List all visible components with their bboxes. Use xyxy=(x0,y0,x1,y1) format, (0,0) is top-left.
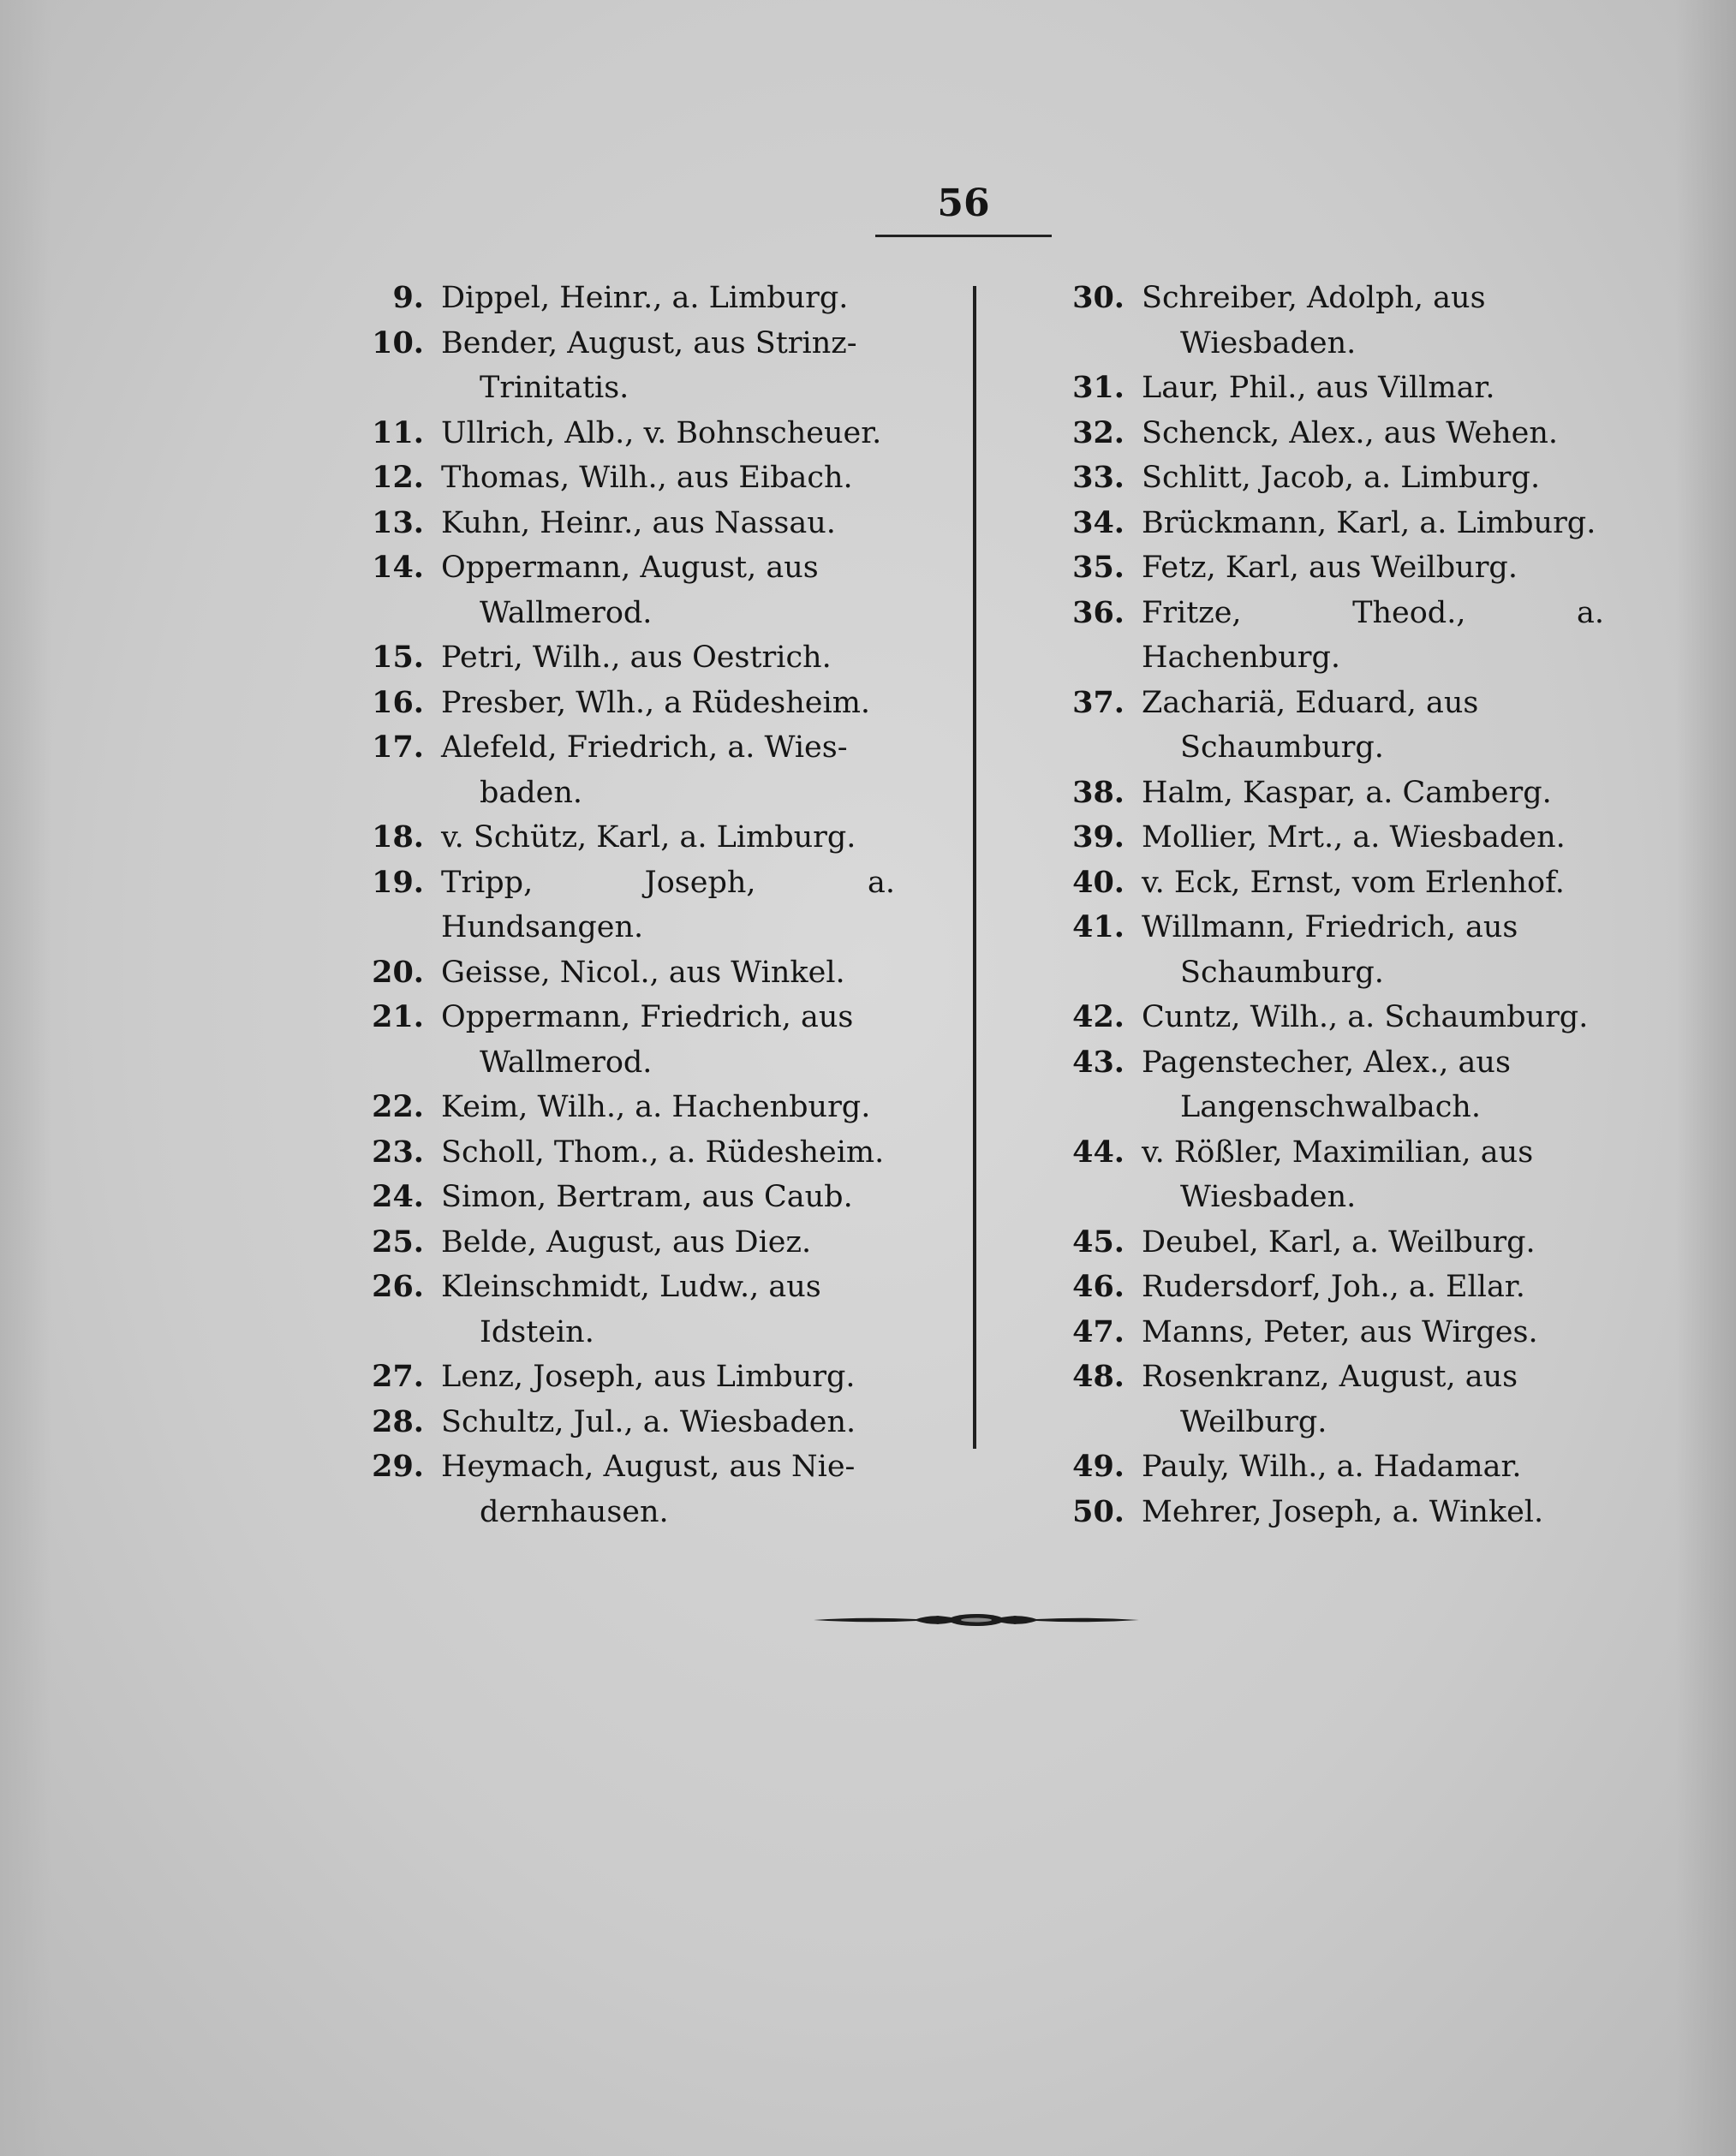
entry-number: 32. xyxy=(1072,414,1125,450)
entry-text: Geisse, Nicol., aus Winkel. xyxy=(441,955,845,990)
ornament-dot-left xyxy=(934,1616,942,1624)
list-entry xyxy=(338,1130,895,1176)
entry-number: 20. xyxy=(372,954,424,990)
entry-text: Willmann, Friedrich, aus xyxy=(1142,910,1518,944)
entry-text: Rosenkranz, August, aus xyxy=(1142,1360,1518,1394)
list-entry xyxy=(338,545,895,635)
entry-number: 22. xyxy=(372,1089,424,1124)
entry-text: Tripp, Joseph, a. Hundsangen. xyxy=(441,865,895,944)
entry-number: 38. xyxy=(1072,774,1125,810)
list-entry xyxy=(1039,1310,1604,1355)
entry-number: 14. xyxy=(372,550,424,585)
entry-text: Lenz, Joseph, aus Limburg. xyxy=(441,1360,856,1394)
entry-text-continuation: dernhausen. xyxy=(480,1494,669,1529)
entry-text: Pagenstecher, Alex., aus xyxy=(1142,1045,1511,1080)
entry-text: Brückmann, Karl, a. Limburg. xyxy=(1142,505,1596,540)
list-entry xyxy=(1039,681,1604,771)
entry-text: Schreiber, Adolph, aus xyxy=(1142,281,1486,315)
entry-number: 44. xyxy=(1072,1134,1125,1170)
entry-number: 19. xyxy=(372,864,424,900)
entry-number: 31. xyxy=(1072,370,1125,405)
entry-text: Laur, Phil., aus Villmar. xyxy=(1142,371,1495,405)
list-entry xyxy=(1039,771,1604,816)
entry-number: 13. xyxy=(372,504,424,540)
entry-text: Dippel, Heinr., a. Limburg. xyxy=(441,281,849,315)
list-entry xyxy=(1039,366,1604,411)
list-entry xyxy=(1039,1130,1604,1220)
entry-number: 42. xyxy=(1072,999,1125,1034)
entry-number: 37. xyxy=(1072,684,1125,720)
list-entry xyxy=(338,456,895,501)
entry-number: 34. xyxy=(1072,504,1125,540)
entry-text-continuation: Schaumburg. xyxy=(1180,955,1384,990)
entry-text: Simon, Bertram, aus Caub. xyxy=(441,1180,853,1214)
entry-number: 35. xyxy=(1072,550,1125,585)
entry-number: 26. xyxy=(372,1269,424,1304)
ornament-dot-right xyxy=(1011,1616,1019,1624)
entry-text: Schlitt, Jacob, a. Limburg. xyxy=(1142,461,1541,495)
list-entry xyxy=(338,861,895,950)
entry-text-continuation: baden. xyxy=(480,775,583,810)
ornament-center-highlight xyxy=(961,1618,992,1623)
list-entry xyxy=(338,501,895,546)
list-entry xyxy=(1039,1444,1604,1490)
entry-text: Deubel, Karl, a. Weilburg. xyxy=(1142,1224,1536,1260)
entry-number: 33. xyxy=(1072,460,1125,495)
entry-number: 17. xyxy=(372,730,424,765)
list-entry xyxy=(1039,1490,1604,1535)
entry-number: 41. xyxy=(1072,909,1125,944)
entry-text: Belde, August, aus Diez. xyxy=(441,1224,812,1260)
entry-text: Rudersdorf, Joh., a. Ellar. xyxy=(1142,1270,1525,1304)
entry-number: 18. xyxy=(372,819,424,855)
entry-number: 47. xyxy=(1072,1313,1125,1349)
list-entry xyxy=(1039,995,1604,1040)
entry-number: 36. xyxy=(1072,594,1125,630)
entry-number: 30. xyxy=(1072,280,1125,315)
list-entry xyxy=(1039,411,1604,456)
entry-text: Schultz, Jul., a. Wiesbaden. xyxy=(441,1404,856,1439)
list-entry xyxy=(338,995,895,1085)
entry-text: Halm, Kaspar, a. Camberg. xyxy=(1142,775,1552,810)
entry-number: 21. xyxy=(372,999,424,1034)
entry-text: Keim, Wilh., a. Hachenburg. xyxy=(441,1090,871,1124)
entry-number: 39. xyxy=(1072,819,1125,855)
list-entry xyxy=(338,1175,895,1220)
entry-number: 29. xyxy=(372,1449,424,1484)
list-entry xyxy=(338,635,895,681)
entry-text: Petri, Wilh., aus Oestrich. xyxy=(441,640,832,675)
left-column-list xyxy=(338,276,895,1534)
list-entry xyxy=(338,411,895,456)
entry-text: Mehrer, Joseph, a. Winkel. xyxy=(1142,1494,1544,1529)
entry-text-continuation: Wallmerod. xyxy=(480,595,653,630)
entry-text-continuation: Idstein. xyxy=(480,1314,594,1349)
entry-text: Oppermann, Friedrich, aus xyxy=(441,1000,854,1034)
list-entry xyxy=(338,1355,895,1400)
entry-text: Thomas, Wilh., aus Eibach. xyxy=(441,461,853,495)
entry-number: 24. xyxy=(372,1179,424,1214)
entry-number: 50. xyxy=(1072,1493,1125,1529)
list-entry xyxy=(338,1265,895,1355)
entry-number: 40. xyxy=(1072,864,1125,900)
entry-number: 23. xyxy=(372,1134,424,1170)
entry-text: Oppermann, August, aus xyxy=(441,551,819,585)
header-rule xyxy=(875,235,1052,237)
entry-number: 46. xyxy=(1072,1269,1125,1304)
entry-number: 27. xyxy=(372,1359,424,1394)
entry-text: Schenck, Alex., aus Wehen. xyxy=(1142,415,1558,450)
entry-text: Ullrich, Alb., v. Bohnscheuer. xyxy=(441,415,882,450)
entry-text: v. Eck, Ernst, vom Erlenhof. xyxy=(1142,865,1565,900)
list-entry xyxy=(1039,591,1604,681)
entry-number: 28. xyxy=(372,1403,424,1439)
entry-number: 16. xyxy=(372,684,424,720)
right-column-list xyxy=(1039,276,1604,1534)
list-entry xyxy=(1039,861,1604,906)
entry-text: Mollier, Mrt., a. Wiesbaden. xyxy=(1142,820,1566,855)
entry-text: Heymach, August, aus Nie- xyxy=(441,1450,856,1484)
entry-number: 10. xyxy=(372,325,424,360)
list-entry xyxy=(338,276,895,321)
entry-text: Bender, August, aus Strinz- xyxy=(441,325,857,360)
list-entry xyxy=(1039,1220,1604,1266)
list-entry xyxy=(338,815,895,861)
column-divider xyxy=(973,286,976,1449)
list-entry xyxy=(338,1400,895,1445)
entry-text: Zachariä, Eduard, aus xyxy=(1142,685,1479,720)
entry-text-continuation: Weilburg. xyxy=(1180,1404,1327,1439)
entry-text: Alefeld, Friedrich, a. Wies- xyxy=(441,730,848,765)
entry-text: Manns, Peter, aus Wirges. xyxy=(1142,1314,1538,1349)
page-number: 56 xyxy=(937,182,990,225)
entry-text: v. Schütz, Karl, a. Limburg. xyxy=(441,820,856,855)
entry-number: 45. xyxy=(1072,1224,1125,1260)
entry-number: 15. xyxy=(372,640,424,675)
entry-number: 11. xyxy=(372,414,424,450)
entry-number: 48. xyxy=(1072,1359,1125,1394)
list-entry xyxy=(1039,1355,1604,1444)
list-entry xyxy=(1039,815,1604,861)
entry-text: Scholl, Thom., a. Rüdesheim. xyxy=(441,1135,885,1170)
entry-text: Cuntz, Wilh., a. Schaumburg. xyxy=(1142,1000,1589,1034)
list-entry xyxy=(1039,1040,1604,1130)
entry-text: Kleinschmidt, Ludw., aus xyxy=(441,1270,821,1304)
list-entry xyxy=(338,321,895,411)
entry-text-continuation: Trinitatis. xyxy=(480,371,629,405)
list-entry xyxy=(1039,545,1604,591)
list-entry xyxy=(1039,501,1604,546)
entry-text: Pauly, Wilh., a. Hadamar. xyxy=(1142,1450,1522,1484)
entry-text: Kuhn, Heinr., aus Nassau. xyxy=(441,505,836,540)
list-entry xyxy=(338,1444,895,1534)
list-entry xyxy=(1039,456,1604,501)
entry-number: 9. xyxy=(392,280,424,315)
list-entry xyxy=(1039,276,1604,366)
entry-text-continuation: Wiesbaden. xyxy=(1180,325,1357,360)
list-entry xyxy=(338,1085,895,1130)
list-entry xyxy=(338,681,895,726)
list-entry xyxy=(1039,1265,1604,1310)
entry-text: v. Rößler, Maximilian, aus xyxy=(1142,1135,1534,1170)
entry-number: 12. xyxy=(372,460,424,495)
list-entry xyxy=(338,725,895,815)
entry-text-continuation: Wiesbaden. xyxy=(1180,1180,1357,1214)
entry-number: 25. xyxy=(372,1224,424,1260)
ornament-divider xyxy=(814,1603,1139,1637)
list-entry xyxy=(338,950,895,996)
entry-text: Presber, Wlh., a Rüdesheim. xyxy=(441,685,871,720)
list-entry xyxy=(338,1220,895,1266)
entry-number: 43. xyxy=(1072,1044,1125,1080)
list-entry xyxy=(1039,905,1604,995)
entry-text-continuation: Wallmerod. xyxy=(480,1045,653,1080)
entry-text-continuation: Langenschwalbach. xyxy=(1180,1090,1481,1124)
entry-text: Fritze, Theod., a. Hachenburg. xyxy=(1142,595,1604,675)
entry-text: Fetz, Karl, aus Weilburg. xyxy=(1142,551,1518,585)
entry-number: 49. xyxy=(1072,1449,1125,1484)
entry-text-continuation: Schaumburg. xyxy=(1180,730,1384,765)
